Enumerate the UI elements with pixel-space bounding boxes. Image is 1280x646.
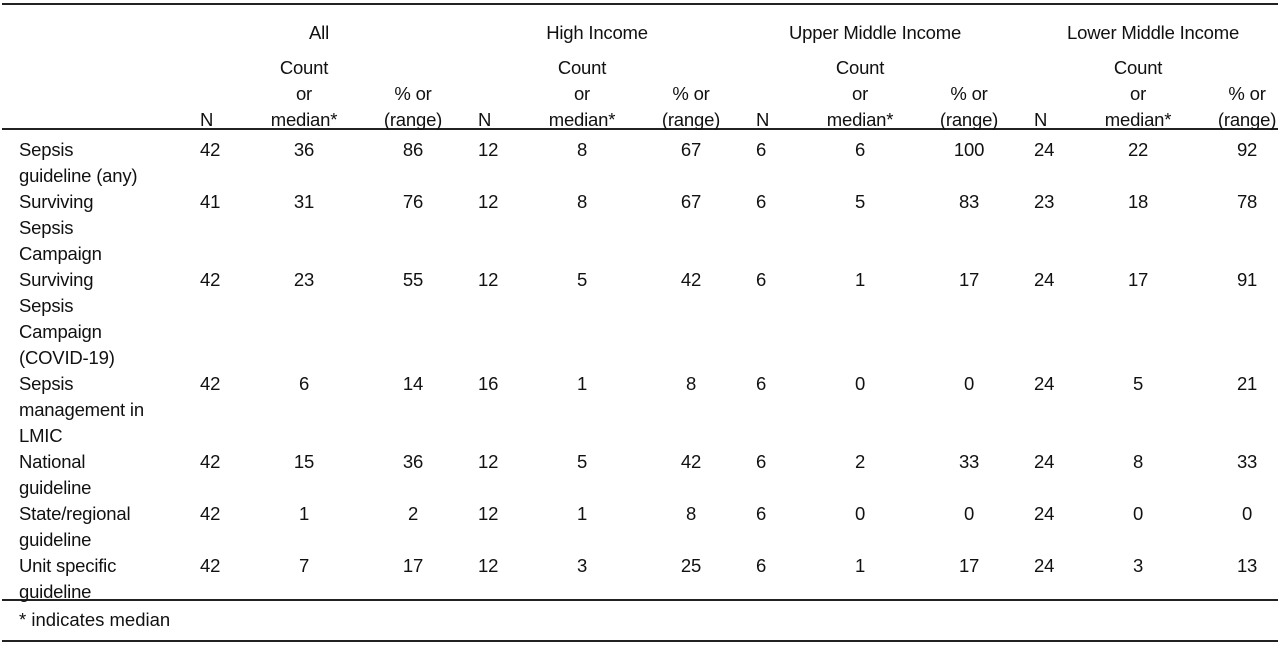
- cell-upper-pct: 33: [958, 451, 980, 472]
- group-header-row: [0, 5, 1280, 55]
- cell-upper-count: 1: [854, 555, 866, 576]
- column-header-pct: % or (range): [1217, 83, 1277, 130]
- cell-all-pct: 14: [402, 373, 424, 394]
- cell-high-n: 12: [478, 503, 499, 524]
- column-header-pct: % or (range): [661, 83, 721, 130]
- cell-all-count: 7: [298, 555, 310, 576]
- cell-lower-count: 17: [1127, 269, 1149, 290]
- cell-high-count: 8: [576, 139, 588, 160]
- cell-lower-n: 24: [1034, 503, 1055, 524]
- cell-high-count: 1: [576, 373, 588, 394]
- table-row: [0, 553, 1280, 605]
- column-header-row: [0, 55, 1280, 133]
- cell-all-count: 31: [293, 191, 315, 212]
- cell-all-pct: 17: [402, 555, 424, 576]
- row-label: Surviving Sepsis Campaign: [19, 191, 102, 264]
- cell-all-pct: 86: [402, 139, 424, 160]
- cell-high-count: 3: [576, 555, 588, 576]
- cell-upper-n: 6: [756, 503, 767, 524]
- cell-upper-count: 1: [854, 269, 866, 290]
- cell-high-n: 12: [478, 555, 499, 576]
- cell-lower-pct: 91: [1236, 269, 1258, 290]
- cell-lower-count: 0: [1133, 503, 1144, 524]
- cell-upper-n: 6: [756, 269, 767, 290]
- table-row: [0, 267, 1280, 371]
- cell-all-count: 15: [293, 451, 315, 472]
- cell-high-pct: 42: [680, 451, 702, 472]
- column-header-pct: % or (range): [383, 83, 443, 130]
- column-header-pct: % or (range): [939, 83, 999, 130]
- cell-upper-count: 0: [854, 373, 866, 394]
- row-label: National guideline: [19, 451, 92, 498]
- cell-lower-n: 23: [1034, 191, 1055, 212]
- guideline-usage-table: [0, 5, 1280, 605]
- cell-high-pct: 67: [680, 191, 702, 212]
- cell-lower-n: 24: [1034, 373, 1055, 394]
- cell-high-n: 12: [478, 191, 499, 212]
- cell-lower-count: 3: [1133, 555, 1144, 576]
- row-label: Sepsis management in LMIC: [19, 373, 144, 446]
- cell-high-pct: 8: [685, 503, 697, 524]
- group-header-lower-middle-income: Lower Middle Income: [1067, 22, 1240, 43]
- cell-all-n: 42: [200, 503, 221, 524]
- cell-upper-pct: 83: [958, 191, 980, 212]
- table-row: [0, 133, 1280, 189]
- cell-lower-count: 8: [1133, 451, 1144, 472]
- cell-upper-count: 2: [854, 451, 866, 472]
- cell-all-count: 1: [298, 503, 310, 524]
- cell-high-pct: 42: [680, 269, 702, 290]
- column-header-count: Count or median*: [826, 57, 894, 130]
- cell-lower-count: 18: [1127, 191, 1149, 212]
- cell-upper-n: 6: [756, 373, 767, 394]
- cell-all-n: 42: [200, 451, 221, 472]
- row-label: State/regional guideline: [19, 503, 131, 550]
- cell-lower-pct: 92: [1236, 139, 1258, 160]
- column-header-n: N: [756, 109, 770, 130]
- table-row: [0, 189, 1280, 267]
- cell-lower-n: 24: [1034, 451, 1055, 472]
- column-header-count: Count or median*: [1104, 57, 1172, 130]
- column-header-count: Count or median*: [270, 57, 338, 130]
- column-header-n: N: [200, 109, 214, 130]
- cell-lower-count: 5: [1133, 373, 1144, 394]
- column-header-count: Count or median*: [548, 57, 616, 130]
- cell-lower-n: 24: [1034, 139, 1055, 160]
- cell-high-n: 16: [478, 373, 499, 394]
- cell-all-n: 41: [200, 191, 221, 212]
- cell-all-count: 36: [293, 139, 315, 160]
- cell-upper-pct: 0: [963, 503, 975, 524]
- cell-upper-count: 5: [854, 191, 866, 212]
- column-header-n: N: [1034, 109, 1048, 130]
- cell-all-pct: 36: [402, 451, 424, 472]
- table-footnote: * indicates median: [19, 609, 171, 630]
- cell-all-n: 42: [200, 139, 221, 160]
- cell-upper-n: 6: [756, 451, 767, 472]
- cell-high-pct: 67: [680, 139, 702, 160]
- table-row: [0, 449, 1280, 501]
- cell-high-n: 12: [478, 269, 499, 290]
- table-row: [0, 501, 1280, 553]
- group-header-all: All: [309, 22, 329, 43]
- cell-high-n: 12: [478, 451, 499, 472]
- cell-upper-count: 0: [854, 503, 866, 524]
- cell-all-pct: 76: [402, 191, 424, 212]
- cell-lower-pct: 78: [1236, 191, 1258, 212]
- cell-lower-pct: 0: [1242, 503, 1253, 524]
- cell-lower-count: 22: [1127, 139, 1149, 160]
- cell-high-count: 1: [576, 503, 588, 524]
- cell-lower-pct: 33: [1236, 451, 1258, 472]
- cell-upper-pct: 17: [958, 555, 980, 576]
- corner-cell: [0, 5, 180, 55]
- cell-high-pct: 25: [680, 555, 702, 576]
- cell-high-pct: 8: [685, 373, 697, 394]
- row-label: Unit specific guideline: [19, 555, 117, 602]
- column-header-n: N: [478, 109, 492, 130]
- cell-high-n: 12: [478, 139, 499, 160]
- cell-lower-n: 24: [1034, 269, 1055, 290]
- cell-upper-n: 6: [756, 139, 767, 160]
- cell-upper-pct: 17: [958, 269, 980, 290]
- cell-upper-count: 6: [854, 139, 866, 160]
- cell-upper-n: 6: [756, 191, 767, 212]
- cell-all-count: 6: [298, 373, 310, 394]
- label-header-cell: [0, 55, 180, 133]
- cell-all-n: 42: [200, 555, 221, 576]
- cell-all-n: 42: [200, 269, 221, 290]
- cell-all-count: 23: [293, 269, 315, 290]
- cell-lower-n: 24: [1034, 555, 1055, 576]
- cell-all-n: 42: [200, 373, 221, 394]
- cell-upper-pct: 0: [963, 373, 975, 394]
- cell-lower-pct: 13: [1236, 555, 1258, 576]
- cell-high-count: 5: [576, 269, 588, 290]
- group-header-high-income: High Income: [546, 22, 648, 43]
- cell-all-pct: 2: [407, 503, 419, 524]
- bottom-rule: [2, 640, 1278, 642]
- cell-high-count: 5: [576, 451, 588, 472]
- cell-upper-pct: 100: [953, 139, 985, 160]
- row-label: Surviving Sepsis Campaign (COVID-19): [19, 269, 115, 368]
- cell-high-count: 8: [576, 191, 588, 212]
- cell-upper-n: 6: [756, 555, 767, 576]
- table-row: [0, 371, 1280, 449]
- row-label: Sepsis guideline (any): [19, 139, 138, 186]
- cell-lower-pct: 21: [1236, 373, 1258, 394]
- cell-all-pct: 55: [402, 269, 424, 290]
- group-header-upper-middle-income: Upper Middle Income: [789, 22, 962, 43]
